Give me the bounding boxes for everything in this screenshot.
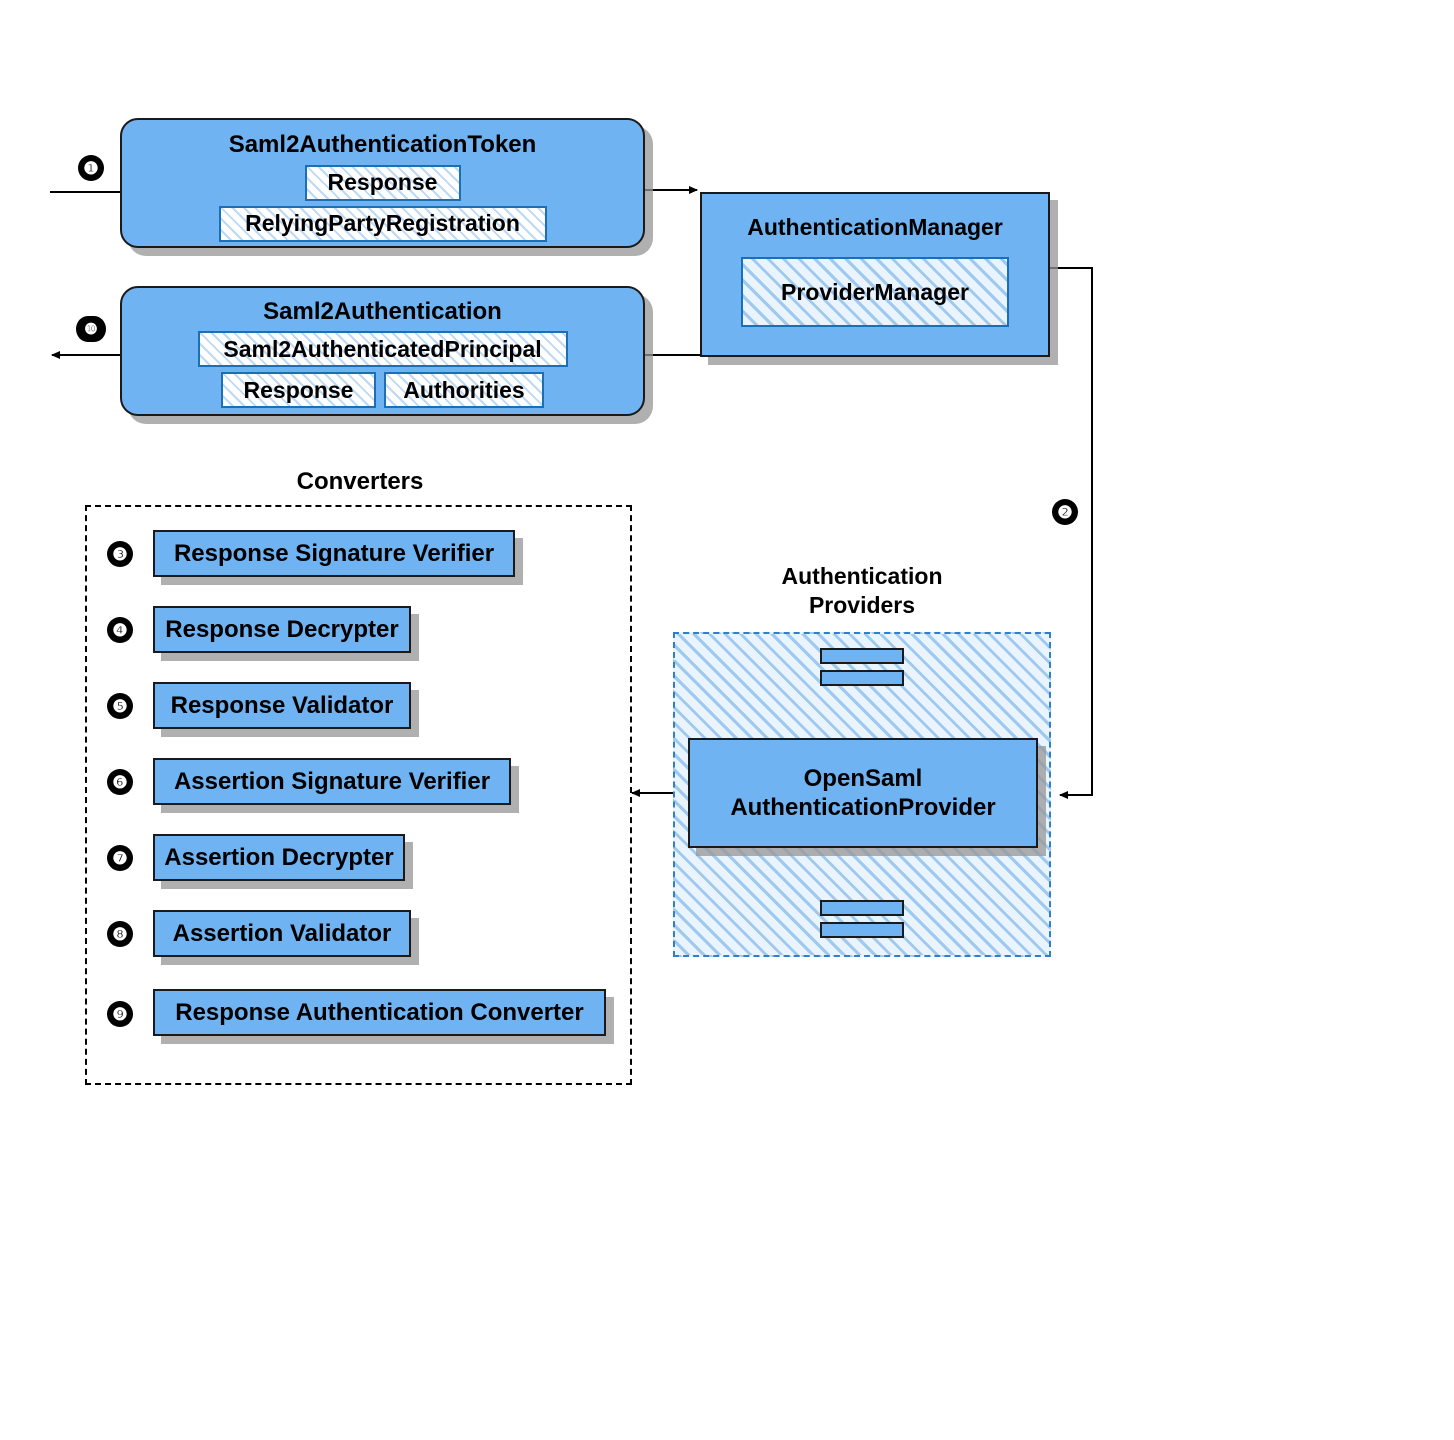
step-2-bullet: [1052, 499, 1078, 525]
saml2-authentication-token-box[interactable]: [120, 118, 645, 248]
authentication-providers-caption: [740, 562, 984, 620]
converter-response-authentication-converter[interactable]: Response Authentication Converter: [153, 989, 606, 1036]
provider-stub-top-2: [820, 670, 904, 686]
step-10-bullet: [76, 316, 106, 342]
authentication-manager-box[interactable]: [700, 192, 1050, 357]
token-field-response: Response: [305, 165, 461, 201]
step-1-bullet: [78, 155, 104, 181]
provider-stub-bottom-2: [820, 922, 904, 938]
converter-response-signature-verifier[interactable]: Response Signature Verifier: [153, 530, 515, 577]
authentication-manager-title: AuthenticationManager: [747, 214, 1003, 240]
step-6-bullet: ❻: [107, 769, 133, 795]
opensaml-authentication-provider-box[interactable]: [688, 738, 1038, 848]
provider-stub-bottom-1: [820, 900, 904, 916]
token-field-relying-party-registration: RelyingPartyRegistration: [219, 206, 547, 242]
authentication-box-title: Saml2Authentication: [263, 298, 502, 325]
token-box-title: Saml2AuthenticationToken: [228, 130, 537, 158]
converters-caption: Converters: [296, 468, 424, 495]
providers-caption-line2: Providers: [808, 592, 916, 618]
provider-title-line2: AuthenticationProvider: [730, 794, 996, 821]
step-9-bullet: ❾: [107, 1001, 133, 1027]
step-10-label: ❿: [84, 320, 98, 338]
step-5-bullet: ❺: [107, 693, 133, 719]
authentication-field-authorities: Authorities: [384, 372, 544, 408]
provider-stub-top-1: [820, 648, 904, 664]
providers-caption-line1: Authentication: [781, 563, 943, 589]
authentication-principal-field: Saml2AuthenticatedPrincipal: [198, 331, 568, 367]
authentication-field-response: Response: [221, 372, 376, 408]
step-1-label: ❶: [83, 158, 99, 178]
converter-assertion-validator[interactable]: Assertion Validator: [153, 910, 411, 957]
saml2-authentication-box[interactable]: [120, 286, 645, 416]
converter-assertion-decrypter[interactable]: Assertion Decrypter: [153, 834, 405, 881]
converter-response-decrypter[interactable]: Response Decrypter: [153, 606, 411, 653]
step-8-bullet: ❽: [107, 921, 133, 947]
converter-assertion-signature-verifier[interactable]: Assertion Signature Verifier: [153, 758, 511, 805]
step-7-bullet: ❼: [107, 845, 133, 871]
provider-manager-box: ProviderManager: [741, 257, 1009, 327]
step-4-bullet: ❹: [107, 617, 133, 643]
step-2-label: ❷: [1057, 502, 1073, 522]
step-3-bullet: ❸: [107, 541, 133, 567]
converter-response-validator[interactable]: Response Validator: [153, 682, 411, 729]
provider-title-line1: OpenSaml: [803, 765, 923, 792]
